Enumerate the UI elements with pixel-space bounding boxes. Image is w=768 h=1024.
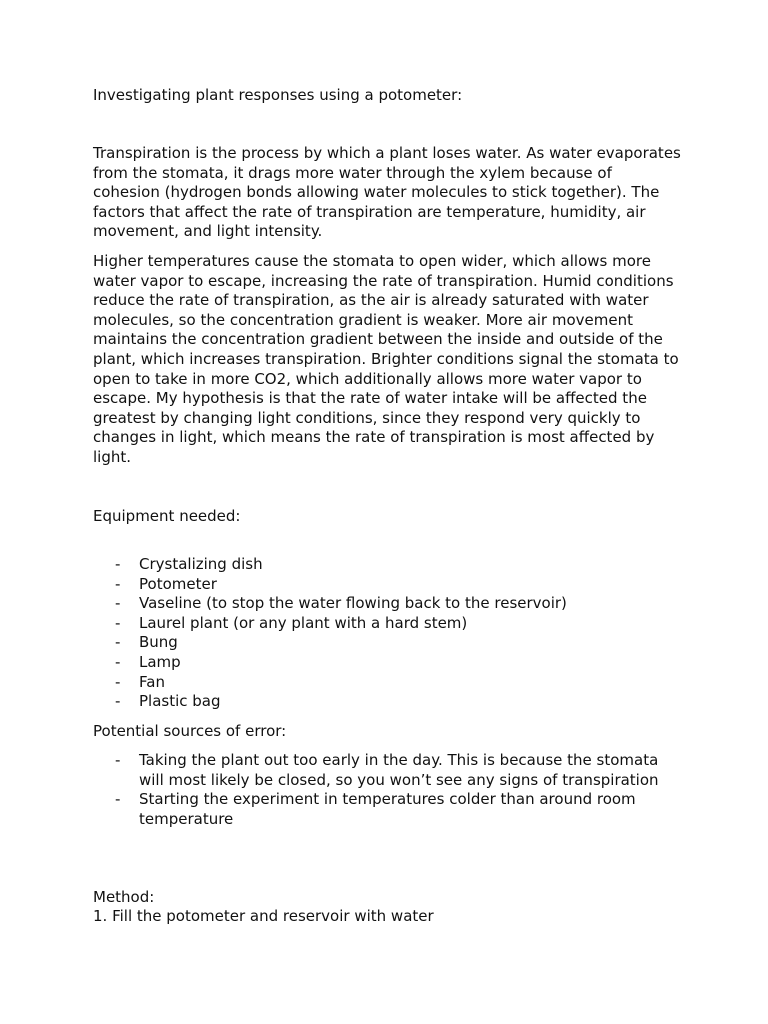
list-item-text: Laurel plant (or any plant with a hard stem) (139, 613, 468, 632)
errors-heading: Potential sources of error: (93, 722, 287, 740)
list-item-text: Plastic bag (139, 692, 221, 711)
equipment-heading: Equipment needed: (93, 507, 241, 525)
list-item (93, 673, 683, 693)
list-item (93, 594, 683, 614)
dash-bullet: - (115, 574, 121, 593)
dash-bullet: - (115, 613, 121, 632)
list-item-text: Bung (139, 633, 178, 652)
list-item (93, 653, 683, 673)
dash-bullet: - (115, 790, 121, 809)
list-item (93, 751, 683, 790)
document-title: Investigating plant responses using a potometer: (93, 86, 463, 104)
list-item-text: Vaseline (to stop the water flowing back to the reservoir) (139, 594, 567, 613)
list-item-text: Fan (139, 672, 165, 691)
list-item (93, 790, 683, 829)
list-item (93, 555, 683, 575)
equipment-list (93, 555, 683, 712)
errors-list (93, 751, 683, 829)
dash-bullet: - (115, 633, 121, 652)
dash-bullet: - (115, 692, 121, 711)
paragraph-hypothesis: Higher temperatures cause the stomata to open wider, which allows more water vapor to escape, increasing the rate of transpiration. Humid conditions reduce the rate of transpiration, as the air is already saturated with water molecules, so the concentration gradient is weaker. More air movement maintains the concentration gradient between the inside and outside of the plant, which increases transpiration. Brighter conditions signal the stomata to open to take in more CO2, which additionally allows more water vapor to escape. My hypothesis is that the rate of water intake will be affected the greatest by changing light conditions, since they respond very quickly to changes in light, which means the rate of transpiration is most affected by light. (93, 252, 679, 466)
list-item (93, 575, 683, 595)
dash-bullet: - (115, 594, 121, 613)
paragraph-transpiration: Transpiration is the process by which a plant loses water. As water evaporates from the stomata, it drags more water through the xylem because of cohesion (hydrogen bonds allowing water molecules to stick together). The factors that affect the rate of transpiration are temperature, humidity, air movement, and light intensity. (93, 144, 681, 241)
dash-bullet: - (115, 751, 121, 769)
list-item (93, 633, 683, 653)
list-item-text: Starting the experiment in temperatures colder than around room temperature (139, 790, 636, 828)
list-item (93, 692, 683, 712)
method-heading: Method: (93, 888, 155, 906)
list-item (93, 614, 683, 634)
dash-bullet: - (115, 555, 121, 573)
list-item-text: Lamp (139, 652, 181, 671)
method-step: 1. Fill the potometer and reservoir with water (93, 907, 434, 925)
dash-bullet: - (115, 652, 121, 671)
list-item-text: Crystalizing dish (139, 555, 263, 573)
list-item-text: Taking the plant out too early in the day. This is because the stomata will most likely be closed, so you won’t see any signs of transpiration (139, 751, 659, 789)
list-item-text: Potometer (139, 574, 217, 593)
dash-bullet: - (115, 672, 121, 691)
